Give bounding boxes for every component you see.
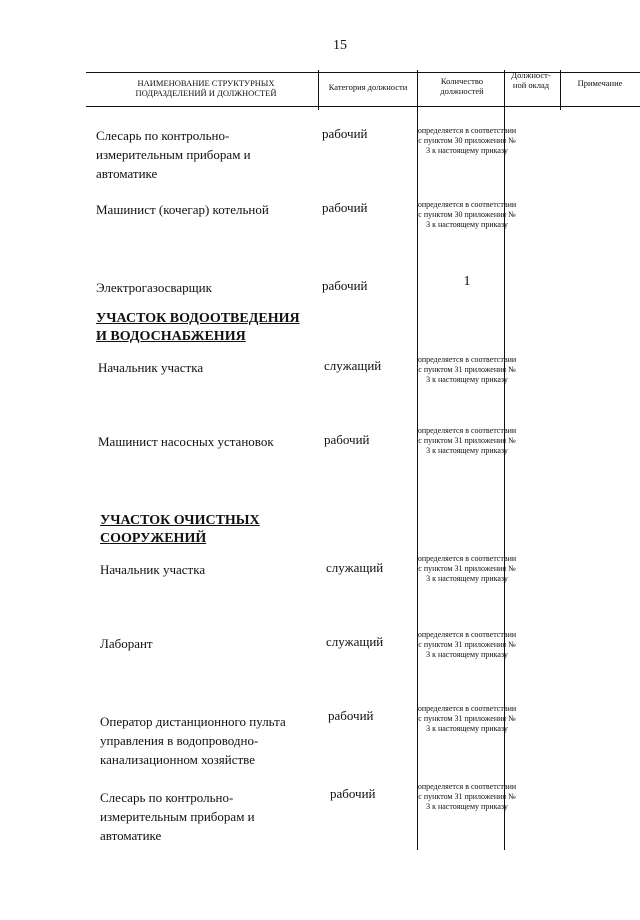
position-category: служащий xyxy=(324,358,382,373)
column-divider-name xyxy=(318,70,319,110)
header-count: Количество должностей xyxy=(440,76,484,96)
column-divider-salary xyxy=(560,70,561,110)
header-category: Категория должности xyxy=(328,82,408,92)
position-category: рабочий xyxy=(330,786,376,801)
position-name: Оператор дистанционного пульта управления в водопроводно-канализационном хозяйстве xyxy=(100,714,286,767)
position-category: рабочий xyxy=(322,278,368,293)
position-category: рабочий xyxy=(322,200,368,215)
position-category: рабочий xyxy=(324,432,370,447)
position-name: Начальник участка xyxy=(100,562,206,577)
position-count: определяется в соответствии с пунктом 30 приложения № 3 к настоящему приказу xyxy=(417,126,517,155)
position-count: определяется в соответствии с пунктом 31 приложения № 3 к настоящему приказу xyxy=(417,704,517,733)
position-count: определяется в соответствии с пунктом 31 приложения № 3 к настоящему приказу xyxy=(417,355,517,384)
position-name: Начальник участка xyxy=(98,360,204,375)
header-name: НАИМЕНОВАНИЕ СТРУКТУРНЫХ ПОДРАЗДЕЛЕНИЙ И ДОЛЖНОСТЕЙ xyxy=(135,78,277,98)
section-title: УЧАСТОК ВОДООТВЕДЕНИЯ И ВОДОСНАБЖЕНИЯ xyxy=(96,311,300,344)
page-number: 15 xyxy=(333,38,347,53)
position-category: рабочий xyxy=(328,708,374,723)
section-title: УЧАСТОК ОЧИСТНЫХ СООРУЖЕНИЙ xyxy=(100,513,260,546)
position-category: служащий xyxy=(326,560,384,575)
position-count: определяется в соответствии с пунктом 31 приложения № 3 к настоящему приказу xyxy=(417,782,517,811)
position-name: Слесарь по контрольно-измерительным приборам и автоматике xyxy=(96,128,251,181)
position-count: определяется в соответствии с пунктом 31 приложения № 3 к настоящему приказу xyxy=(417,554,517,583)
table-top-border xyxy=(86,72,640,73)
position-count: определяется в соответствии с пунктом 31 приложения № 3 к настоящему приказу xyxy=(417,630,517,659)
position-count: определяется в соответствии с пунктом 30 приложения № 3 к настоящему приказу xyxy=(417,200,517,229)
position-name: Лаборант xyxy=(100,636,153,651)
position-name: Электрогазосварщик xyxy=(96,280,212,295)
position-name: Слесарь по контрольно-измерительным приборам и автоматике xyxy=(100,790,255,843)
table-header-bottom-border xyxy=(86,106,640,107)
position-category: рабочий xyxy=(322,126,368,141)
header-salary: Должност-ной оклад xyxy=(511,70,551,90)
position-count: определяется в соответствии с пунктом 31 приложения № 3 к настоящему приказу xyxy=(417,426,517,455)
header-note: Примечание xyxy=(577,78,623,88)
position-category: служащий xyxy=(326,634,384,649)
position-count: 1 xyxy=(463,274,471,289)
position-name: Машинист насосных установок xyxy=(98,434,274,449)
position-name: Машинист (кочегар) котельной xyxy=(96,202,269,217)
staff-table xyxy=(86,70,640,850)
